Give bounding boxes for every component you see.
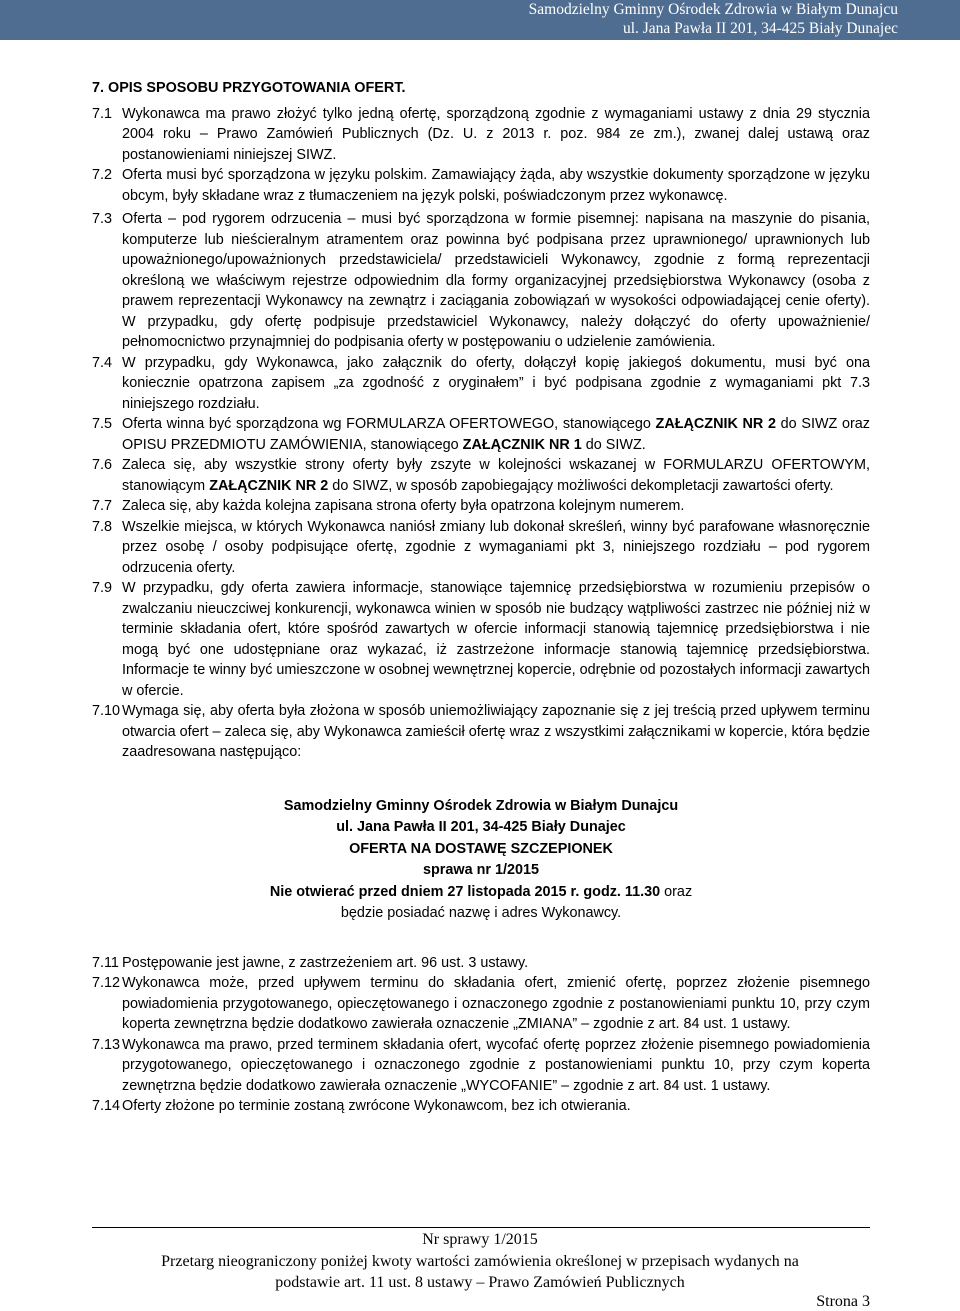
- envelope-line-5: [92, 882, 870, 904]
- envelope-deadline-suffix: oraz: [660, 883, 693, 900]
- paragraph-7-5: [92, 414, 870, 455]
- attachment-ref: ZAŁĄCZNIK NR 1: [462, 436, 582, 453]
- section-title: 7. OPIS SPOSOBU PRZYGOTOWANIA OFERT.: [92, 80, 406, 96]
- envelope-line-2: ul. Jana Pawła II 201, 34-425 Biały Dunajec: [336, 819, 626, 835]
- paragraph-text: do SIWZ oraz OPISU PRZEDMIOTU ZAMÓWIENIA, stanowiącego: [122, 416, 870, 453]
- paragraph-7-13: [92, 1035, 870, 1097]
- paragraph-text: Postępowanie jest jawne, z zastrzeżeniem art. 96 ust. 3 ustawy.: [122, 954, 529, 971]
- paragraph-number: 7.4: [92, 354, 113, 371]
- paragraph-text: Oferta winna być sporządzona wg FORMULARZA OFERTOWEGO, stanowiącego: [122, 416, 656, 432]
- paragraph-text: Wykonawca ma prawo złożyć tylko jedną ofertę, sporządzoną zgodnie z wymaganiami ustawy z dnia 29 stycznia 2004 roku – Prawo Zamówień Publicznych (Dz. U. z 2013 r. poz. 984 ze zm.), zwanej dalej ustawą oraz postanowieniami niniejszej SIWZ.: [122, 105, 870, 163]
- paragraph-text: Wykonawca może, przed upływem terminu do składania ofert, zmienić ofertę, poprzez złożenie pisemnego powiadomienia przygotowanego, opieczętowanego i oznaczonego zgodnie z postanowieniami punktu 10, przy czym koperta zewnętrzna będzie dodatkowo zawierała oznaczenie „ZMIANA” – zgodnie z art. 84 ust. 1 ustawy.: [122, 975, 870, 1032]
- paragraph-number: 7.8: [92, 518, 113, 535]
- paragraph-number: 7.11: [92, 954, 119, 971]
- paragraph-7-14: [92, 1096, 870, 1117]
- page-header: [0, 0, 960, 40]
- paragraph-7-1: [92, 104, 870, 166]
- attachment-ref: ZAŁĄCZNIK NR 2: [209, 477, 329, 494]
- paragraph-text: Oferta musi być sporządzona w języku polskim. Zamawiający żąda, aby wszystkie dokumenty sporządzone w języku obcym, były składane wraz z tłumaczeniem na język polski, poświadczonym przez wykonawcę.: [122, 167, 870, 204]
- envelope-address: [92, 796, 870, 925]
- page-number: Strona 3: [816, 1293, 870, 1310]
- paragraph-text: do SIWZ.: [581, 436, 646, 453]
- paragraph-text: Wykonawca ma prawo, przed terminem składania ofert, wycofać ofertę poprzez złożenie pisemnego powiadomienia przygotowanego, opieczętowanego i oznaczonego zgodnie z postanowieniami punktu 10, przy czym koperta zewnętrzna będzie dodatkowo zawierała oznaczenie „WYCOFANIE” – zgodnie z art. 84 ust. 1 ustawy.: [122, 1036, 870, 1094]
- footer-case-number: Nr sprawy 1/2015: [422, 1231, 538, 1248]
- envelope-line-3: OFERTA NA DOSTAWĘ SZCZEPIONEK: [349, 840, 613, 857]
- footer-line-2: Przetarg nieograniczony poniżej kwoty wartości zamówienia określonej w przepisach wydanych na: [161, 1252, 799, 1270]
- paragraph-number: 7.9: [92, 580, 113, 596]
- paragraph-number: 7.6: [92, 457, 113, 473]
- paragraph-text: Oferta – pod rygorem odrzucenia – musi być sporządzona w formie pisemnej: napisana na maszynie do pisania, komputerze lub nieścieralnym atramentem oraz powinna być podpisana przez uprawnionego/ uprawnionych lub upoważnionego/upoważnionych przedstawiciela/ przedstawicieli Wykonawcy, zgodnie z formą reprezentacji określoną we właściwym rejestrze odpowiednim dla formy organizacyjnej przedsiębiorstwa Wykonawcy (osoba z prawem reprezentacji Wykonawcy na zewnątrz i zaciągania zobowiązań w wysokości odpowiadającej cenie oferty). W przypadku, gdy ofertę podpisuje przedstawiciel Wykonawcy, należy dołączyć do oferty upoważnienie/ pełnomocnictwo przynajmniej do podpisania oferty w postępowaniu o udzielenie zamówienia.: [122, 211, 870, 350]
- envelope-deadline: Nie otwierać przed dniem 27 listopada 2015 r. godz. 11.30: [269, 883, 661, 900]
- paragraph-number: 7.2: [92, 167, 113, 183]
- paragraph-7-8: [92, 517, 870, 579]
- paragraph-number: 7.1: [92, 105, 113, 122]
- paragraph-7-12: [92, 973, 870, 1035]
- paragraph-text: do SIWZ, w sposób zapobiegający możliwości dekompletacji zawartości oferty.: [328, 477, 834, 494]
- attachment-ref: ZAŁĄCZNIK NR 2: [655, 416, 776, 432]
- header-line-2: ul. Jana Pawła II 201, 34-425 Biały Dunajec: [622, 20, 898, 37]
- paragraph-text: W przypadku, gdy Wykonawca, jako załącznik do oferty, dołączył kopię jakiegoś dokumentu, musi być ona koniecznie opatrzona zapisem „za zgodność z oryginałem” i być podpisana zgodnie z wymaganiami pkt 7.3 niniejszego rozdziału.: [122, 354, 870, 412]
- paragraph-number: 7.7: [92, 498, 113, 514]
- paragraph-7-9: [92, 578, 870, 701]
- paragraph-7-11: [92, 953, 870, 974]
- document-body: [92, 78, 870, 1117]
- envelope-line-1: Samodzielny Gminny Ośrodek Zdrowia w Białym Dunajcu: [283, 797, 679, 814]
- paragraph-number: 7.10: [92, 703, 121, 719]
- envelope-line-6: będzie posiadać nazwę i adres Wykonawcy.: [340, 905, 622, 921]
- paragraph-number: 7.14: [92, 1098, 121, 1114]
- paragraph-7-3: [92, 209, 870, 353]
- paragraph-text: Wymaga się, aby oferta była złożona w sposób uniemożliwiający zapoznanie się z jej treścią przed upływem terminu otwarcia ofert – zaleca się, aby Wykonawca zamieścił ofertę wraz z wszystkimi załącznikami w kopercie, która będzie zaadresowana następująco:: [122, 703, 870, 760]
- header-line-1: Samodzielny Gminny Ośrodek Zdrowia w Białym Dunajcu: [528, 1, 898, 18]
- footer-line-3: podstawie art. 11 ust. 8 ustawy – Prawo Zamówień Publicznych: [275, 1274, 685, 1291]
- paragraph-7-4: [92, 353, 870, 415]
- paragraph-number: 7.5: [92, 416, 113, 432]
- paragraph-text: W przypadku, gdy oferta zawiera informacje, stanowiące tajemnicę przedsiębiorstwa w rozumieniu przepisów o zwalczaniu nieuczciwej konkurencji, wykonawca winien w sposób nie budzący wątpliwości zastrzec nie później niż w terminie składania ofert, które spośród zawartych w ofercie informacji stanowią tajemnicę przedsiębiorstwa i nie mogą być one udostępniane oraz wykazać, iż zastrzeżone informacje stanowią tajemnicę przedsiębiorstwa. Informacje te winny być umieszczone w osobnej wewnętrznej kopercie, odrębnie od pozostałych informacji zawartych w ofercie.: [122, 580, 870, 699]
- paragraph-text: Oferty złożone po terminie zostaną zwrócone Wykonawcom, bez ich otwierania.: [122, 1098, 631, 1114]
- paragraph-text: Zaleca się, aby wszystkie strony oferty były zszyte w kolejności wskazanej w FORMULARZU OFERTOWYM, stanowiącym: [122, 457, 870, 494]
- paragraph-7-6: [92, 455, 870, 496]
- envelope-line-4: sprawa nr 1/2015: [423, 862, 539, 878]
- paragraph-number: 7.12: [92, 975, 121, 991]
- paragraph-number: 7.13: [92, 1036, 121, 1053]
- paragraph-number: 7.3: [92, 211, 113, 227]
- paragraph-7-10: [92, 701, 870, 763]
- footer-divider: [92, 1227, 870, 1228]
- paragraph-7-2: [92, 165, 870, 206]
- paragraph-text: Zaleca się, aby każda kolejna zapisana strona oferty była opatrzona kolejnym numerem.: [122, 498, 685, 514]
- paragraph-7-7: [92, 496, 870, 517]
- page-footer: [0, 1229, 960, 1294]
- paragraph-text: Wszelkie miejsca, w których Wykonawca naniósł zmiany lub dokonał skreśleń, winny być parafowane własnoręcznie przez osobę / osoby podpisujące ofertę, zgodnie z wymaganiami pkt 3, niniejszego rozdziału – pod rygorem odrzucenia oferty.: [122, 518, 870, 576]
